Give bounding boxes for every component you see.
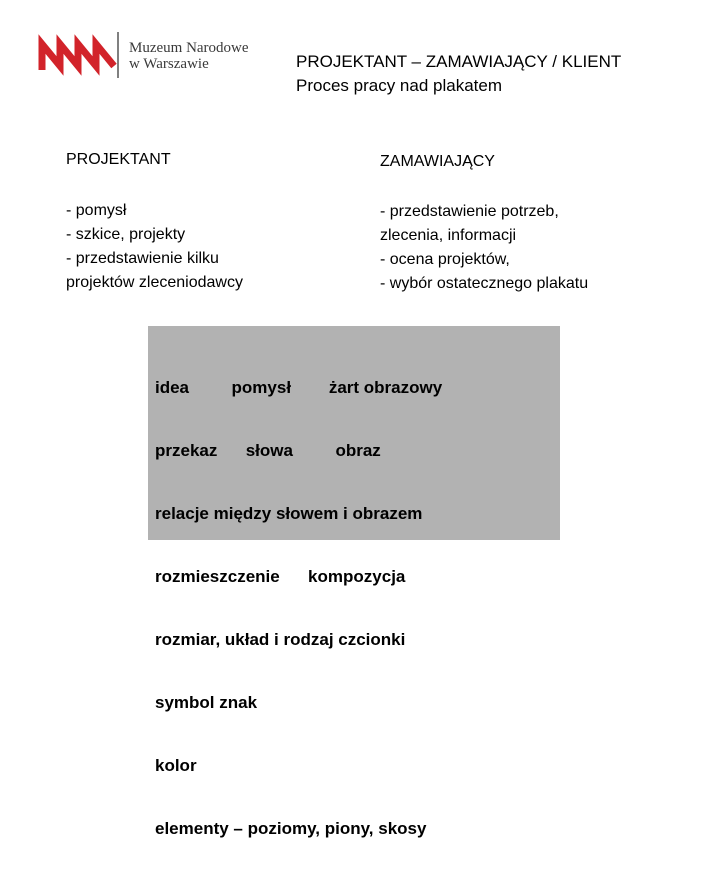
- list-item: zlecenia, informacji: [380, 227, 517, 244]
- slide-title-line-2: Proces pracy nad plakatem: [296, 76, 502, 95]
- mnw-logo-mark-icon: [38, 30, 122, 80]
- list-item: idea pomysł żart obrazowy: [155, 378, 443, 397]
- poster-elements-list: [155, 335, 442, 881]
- list-item: - szkice, projekty: [66, 226, 186, 243]
- client-list: [380, 200, 588, 296]
- list-item: symbol znak: [155, 693, 258, 712]
- slide-title-line-1: PROJEKTANT – ZAMAWIAJĄCY / KLIENT: [296, 52, 622, 71]
- poster-elements-box: [148, 326, 560, 838]
- list-item: przekaz słowa obraz: [155, 441, 381, 460]
- logo-text: [129, 40, 249, 72]
- list-item: rozmiar, układ i rodzaj czcionki: [155, 630, 406, 649]
- list-item: - pomysł: [66, 202, 127, 219]
- designer-heading: PROJEKTANT: [66, 151, 171, 168]
- slide-title: [296, 50, 621, 98]
- list-item: - przedstawienie kilku: [66, 250, 219, 267]
- list-item: rozmieszczenie kompozycja: [155, 567, 406, 586]
- list-item: - wybór ostatecznego plakatu: [380, 275, 589, 292]
- list-item: - ocena projektów,: [380, 251, 510, 268]
- logo-line-2: w Warszawie: [129, 56, 209, 72]
- list-item: elementy – poziomy, piony, skosy: [155, 819, 427, 838]
- list-item: - przedstawienie potrzeb,: [380, 203, 559, 220]
- museum-logo: [38, 30, 260, 80]
- list-item: projektów zleceniodawcy: [66, 274, 243, 291]
- list-item: kolor: [155, 756, 197, 775]
- logo-line-1: Muzeum Narodowe: [129, 40, 249, 56]
- list-item: relacje między słowem i obrazem: [155, 504, 423, 523]
- designer-list: [66, 199, 243, 295]
- client-heading: ZAMAWIAJĄCY: [380, 153, 495, 170]
